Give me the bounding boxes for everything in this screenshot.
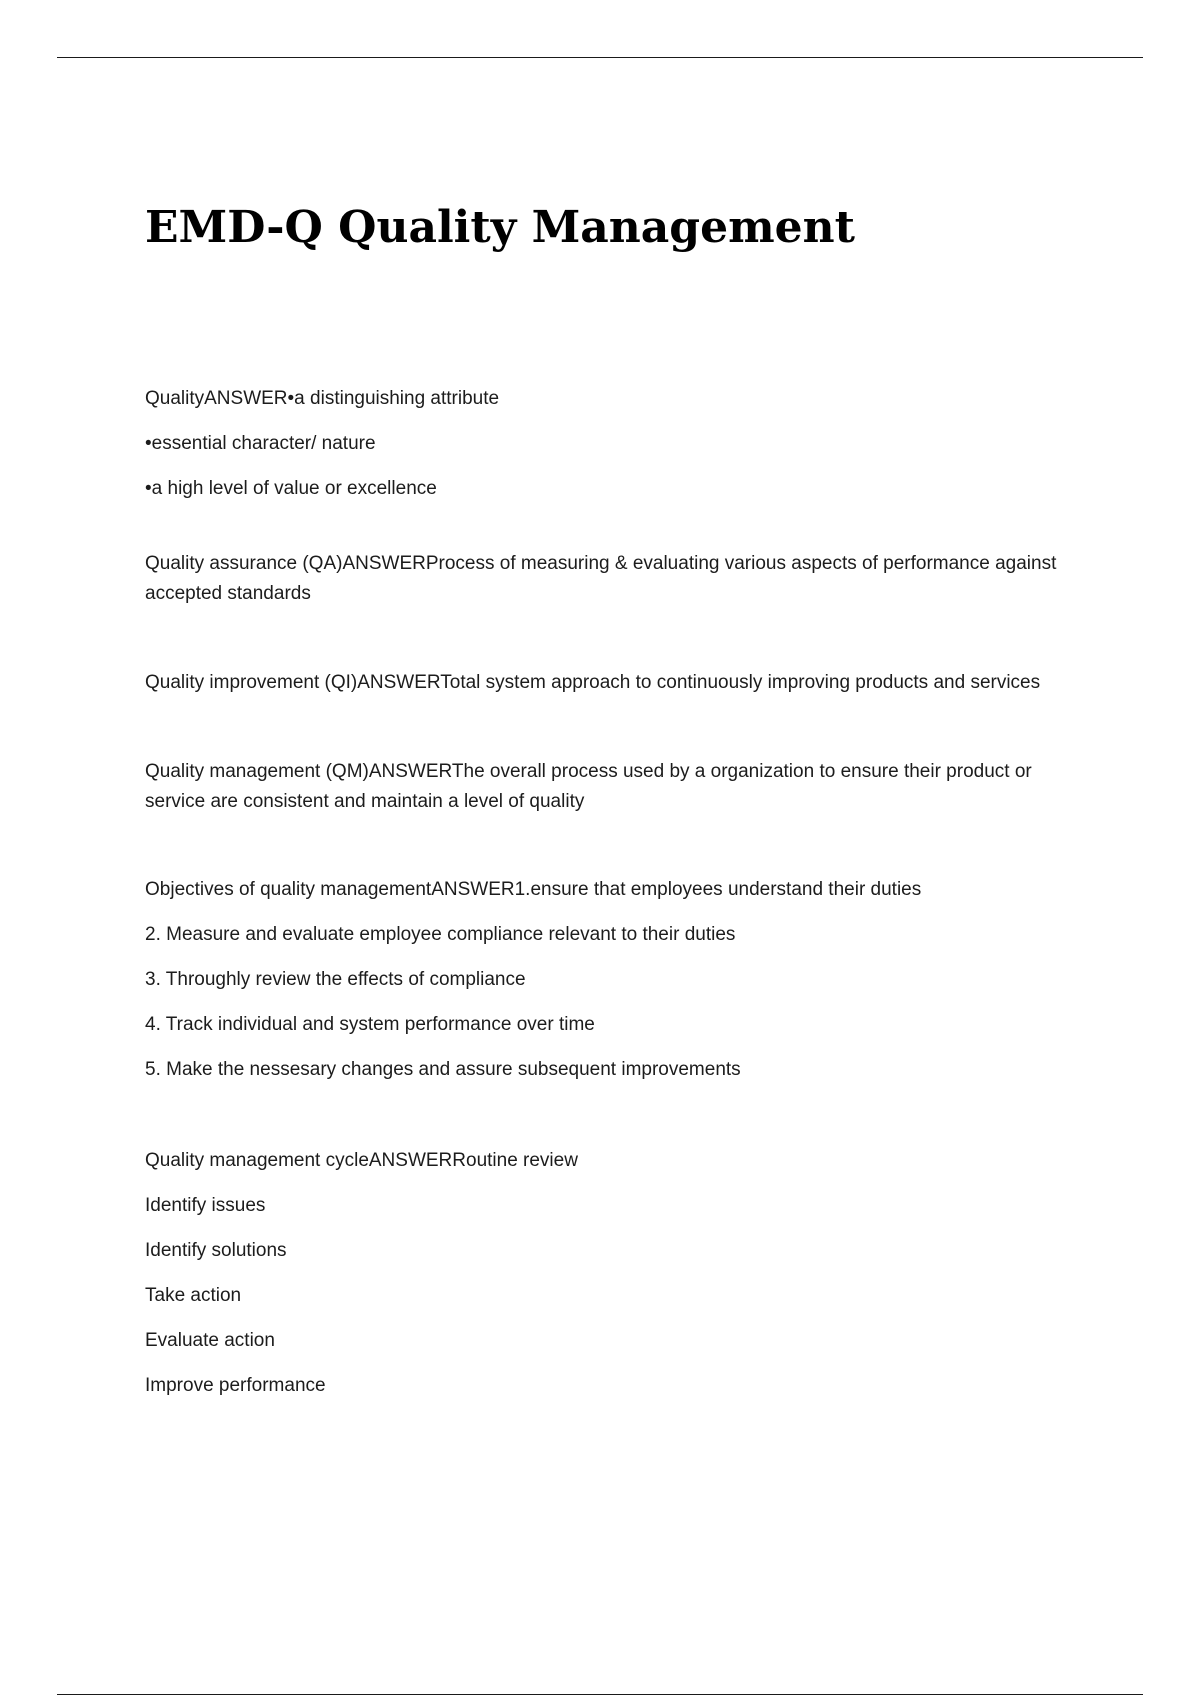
bottom-divider (57, 1694, 1143, 1695)
entry-paragraph: Quality assurance (QA)ANSWERProcess of measuring & evaluating various aspects of performance against accepted standards (145, 553, 1057, 604)
entry-line: QualityANSWER•a distinguishing attribute (145, 388, 500, 409)
entry-line: 4. Track individual and system performance over time (145, 1014, 595, 1035)
document-title: EMD-Q Quality Management (145, 202, 855, 253)
top-divider (57, 57, 1143, 58)
entry-line: Take action (145, 1285, 242, 1306)
entry-line: Identify issues (145, 1195, 266, 1216)
entry-line: Identify solutions (145, 1240, 287, 1261)
entry-line: Improve performance (145, 1375, 326, 1396)
entry-line: 5. Make the nessesary changes and assure subsequent improvements (145, 1059, 741, 1080)
entry-objectives (145, 867, 1085, 1092)
document-body (145, 376, 1085, 1467)
entry-line: 2. Measure and evaluate employee compliance relevant to their duties (145, 924, 736, 945)
entry-paragraph: Quality improvement (QI)ANSWERTotal system approach to continuously improving products and services (145, 672, 1041, 693)
entry-quality-assurance (145, 549, 1085, 609)
entry-line: Evaluate action (145, 1330, 275, 1351)
entry-line: •a high level of value or excellence (145, 478, 437, 499)
entry-line: Objectives of quality managementANSWER1.ensure that employees understand their duties (145, 879, 922, 900)
entry-quality (145, 376, 1085, 511)
entry-quality-improvement (145, 668, 1085, 698)
entry-quality-management (145, 757, 1085, 817)
entry-line: 3. Throughly review the effects of compliance (145, 969, 526, 990)
entry-line: Quality management cycleANSWERRoutine review (145, 1150, 578, 1171)
entry-line: •essential character/ nature (145, 433, 376, 454)
entry-quality-management-cycle (145, 1138, 1085, 1408)
entry-paragraph: Quality management (QM)ANSWERThe overall process used by a organization to ensure their product or service are consistent and maintain a level of quality (145, 761, 1032, 812)
